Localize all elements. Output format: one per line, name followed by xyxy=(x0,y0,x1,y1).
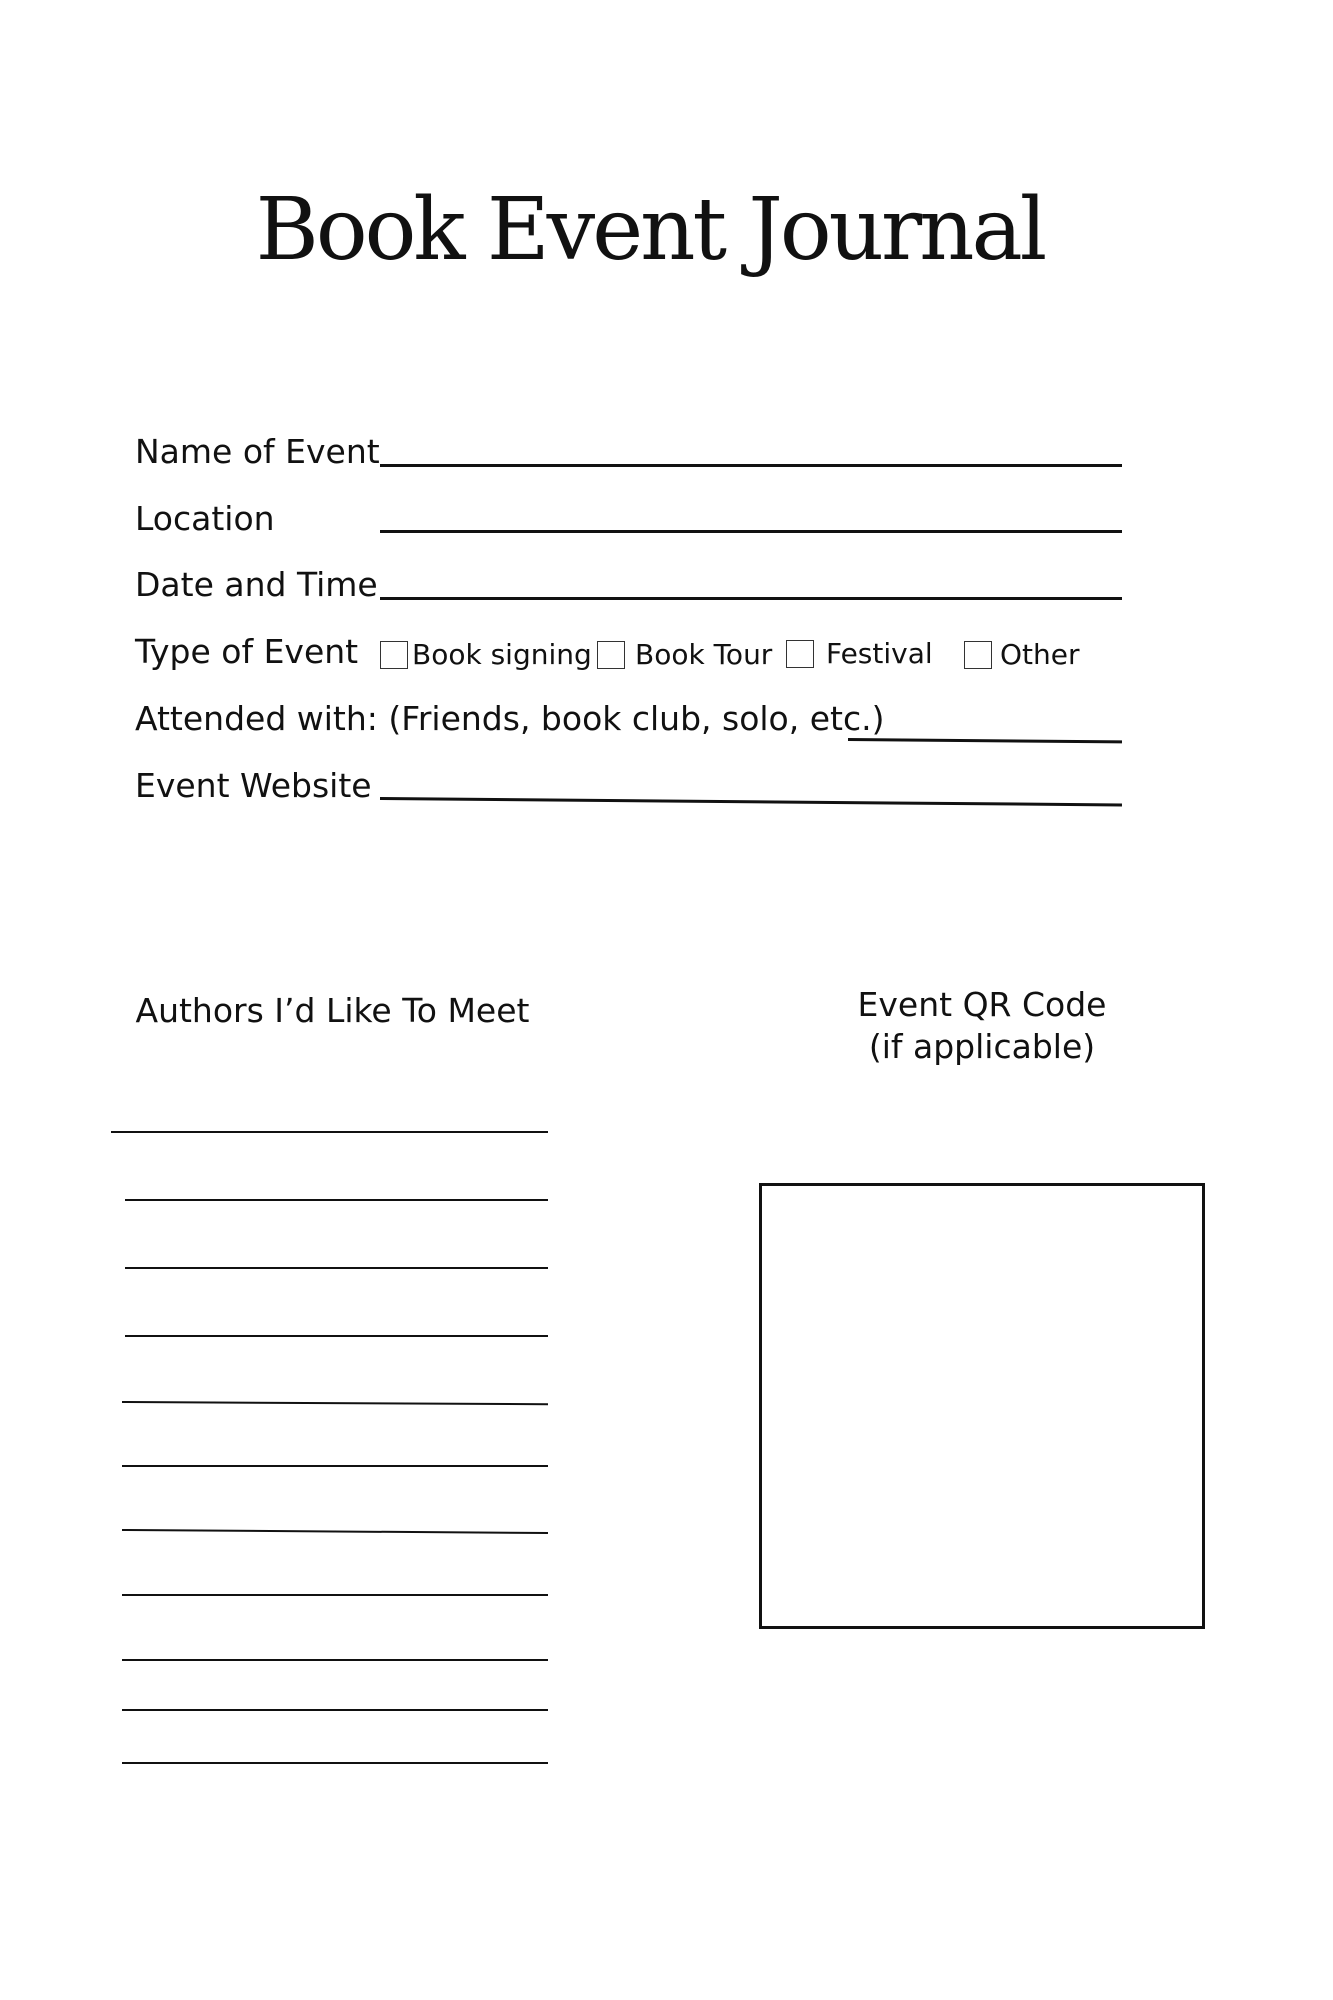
date-and-time-label: Date and Time xyxy=(135,565,378,604)
author-line[interactable] xyxy=(125,1199,548,1201)
author-line[interactable] xyxy=(122,1762,548,1764)
qr-code-box xyxy=(759,1183,1205,1629)
festival-checkbox[interactable] xyxy=(786,640,814,668)
book-tour-checkbox[interactable] xyxy=(597,641,625,669)
qr-heading xyxy=(759,984,1205,1068)
author-line[interactable] xyxy=(122,1594,548,1596)
book-signing-checkbox[interactable] xyxy=(380,641,408,669)
event-type-book-tour[interactable] xyxy=(597,638,772,671)
author-line[interactable] xyxy=(125,1335,548,1337)
authors-heading: Authors I’d Like To Meet xyxy=(135,991,530,1030)
event-type-book-signing[interactable] xyxy=(380,638,592,671)
location-label: Location xyxy=(135,499,275,538)
other-label: Other xyxy=(1000,638,1080,671)
event-type-other[interactable] xyxy=(964,638,1080,671)
event-type-festival[interactable] xyxy=(786,637,933,670)
author-line[interactable] xyxy=(122,1709,548,1711)
author-line[interactable] xyxy=(122,1529,548,1534)
name-of-event-line[interactable] xyxy=(380,464,1122,467)
page-title: Book Event Journal xyxy=(255,180,1045,280)
event-website-line[interactable] xyxy=(380,797,1122,806)
name-of-event-label: Name of Event xyxy=(135,432,380,471)
book-signing-label: Book signing xyxy=(412,638,592,671)
author-line[interactable] xyxy=(122,1401,548,1405)
qr-heading-line1: Event QR Code xyxy=(857,985,1107,1024)
author-line[interactable] xyxy=(122,1659,548,1661)
date-and-time-line[interactable] xyxy=(380,597,1122,600)
festival-label: Festival xyxy=(826,637,933,670)
author-line[interactable] xyxy=(125,1267,548,1269)
type-of-event-label: Type of Event xyxy=(135,632,359,671)
attended-with-label: Attended with: (Friends, book club, solo, etc.) xyxy=(135,699,885,738)
attended-with-line[interactable] xyxy=(848,738,1122,743)
other-checkbox[interactable] xyxy=(964,641,992,669)
author-line[interactable] xyxy=(111,1131,548,1133)
qr-heading-line2: (if applicable) xyxy=(868,1027,1096,1066)
location-line[interactable] xyxy=(380,530,1122,533)
event-website-label: Event Website xyxy=(135,766,372,805)
author-line[interactable] xyxy=(122,1465,548,1467)
book-tour-label: Book Tour xyxy=(635,638,773,671)
